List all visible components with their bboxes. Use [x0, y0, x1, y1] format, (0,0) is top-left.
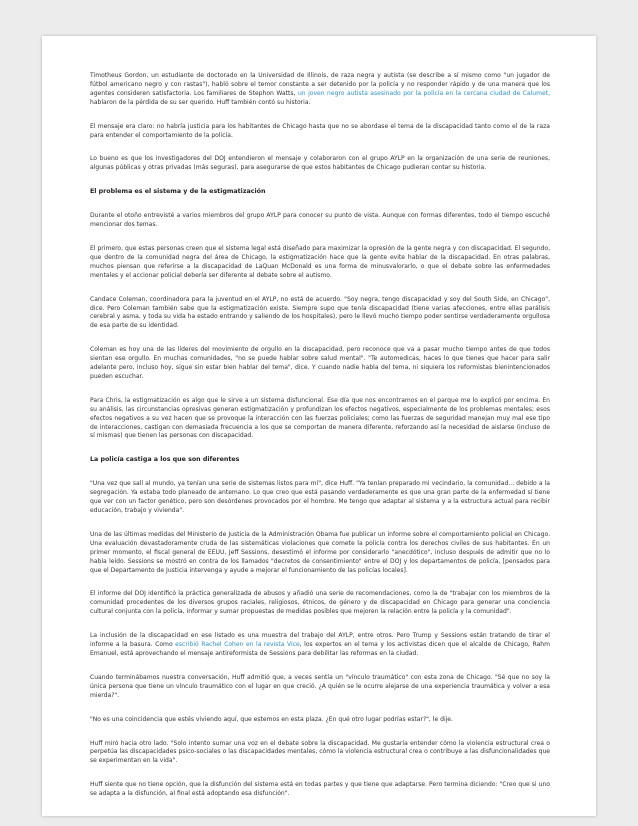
- inline-link[interactable]: escribió Rachel Cohen en la revista Vice: [175, 641, 300, 649]
- paragraph-text: Huff siente que no tiene opción, que la disfunción del sistema está en todas partes y que tiene que adaptarse. Pero termina diciendo: "Creo que si uno se adapta a la disfunción, al final está adoptando esa disfunción".: [90, 781, 550, 798]
- paragraph-text: El informe del DOJ identificó la práctica generalizada de abusos y añadió una serie de recomendaciones, como la de "trabajar con los miembros de la comunidad procedentes de los diversos grupos raciales, religiosos, étnicos, de género y de discapacidad en Chicago para generar una conciencia cultural conjunta con la policía, informar y sumar propuestas de medidas posibles que mejoren la relación entre la policía y la comunidad".: [90, 590, 550, 616]
- paragraph-text: Timotheus Gordon, un estudiante de doctorado en la Universidad de Illinois, de raza negra y autista (se describe a sí mismo como "un jugador de fútbol americano negro y con rastas"), habló sobre el temor constante a ser detenido por la policía y no responder rápido y de una manera que los agentes consideren satisfactoria. Los familiares de Stephon Watts,: [90, 72, 550, 97]
- paragraph-text: Lo bueno es que los investigadores del DOJ entendieron el mensaje y colaboraron con el grupo AYLP en la organización de una serie de reuniones, algunas públicas y otras privadas (más seguras), para asegurarse de que estos habitantes de Chicago pudieran contar su historia.: [90, 155, 550, 172]
- section-heading: La policía castiga a los que son diferentes: [90, 456, 240, 464]
- paragraph: [90, 72, 550, 108]
- paragraph: [90, 212, 550, 230]
- inline-link[interactable]: un joven negro autista asesinado por la policía en la cercana ciudad de Calumet,: [297, 89, 550, 97]
- paragraph-text: "No es una coincidencia que estés viviendo aquí, que estemos en esta plaza. ¿En qué otro lugar podrías estar?", le dije.: [90, 715, 453, 723]
- paragraph-text: Una de las últimas medidas del Ministerio de Justicia de la Administración Obama fue publicar un informe sobre el comportamiento policial en Chicago. Una evaluación devastadoramente cruda de las sistemáticas violaciones que comete la policía contra los derechos civiles de sus habitantes. En un primer momento, el fiscal general de EEUU, Jeff Sessions, desestimó el informe por considerarlo "anecdótico", incluso después de admitir que no lo había leído. Sessions se mostró en contra de los llamados "decretos de consentimiento" entre el DOJ y los departamentos de policía, [pensados para que el Departamento de Justicia intervenga y ayude a mejorar el funcionamiento de las policías locales].: [90, 530, 550, 574]
- paragraph-text: El primero, que estas personas creen que el sistema legal está diseñado para maximizar la opresión de la gente negra y con discapacidad. El segundo, que dentro de la comunidad negra del área de Chicago, la estigmatización hace que la gente evite hablar de la discapacidad. En otras palabras, muchos piensan que referirse a la discapacidad de LaQuan McDonald es una forma de minusvalorarlo, o que el debate sobre las enfermedades mentales y el accionar policial debería ser diferente al debate sobre el autismo.: [90, 244, 550, 279]
- paragraph-text: El mensaje era claro: no habría justicia para los habitantes de Chicago hasta que no se abordase el tema de la discapacidad tanto como el de la raza para entender el comportamiento de la policía.: [90, 122, 550, 139]
- paragraph: [90, 397, 550, 442]
- paragraph-text: Cuando terminábamos nuestra conversación, Huff admitió que, a veces sentía un "vínculo traumático" con esta zona de Chicago. "Sé que no soy la única persona que tiene un vínculo traumático con el lugar en que creció. ¿A quién se le ocurre alejarse de una experiencia traumática y volver a esa mierda?".: [90, 673, 550, 699]
- paragraph: [90, 590, 550, 617]
- paragraph-text: Durante el otoño entrevisté a varios miembros del grupo AYLP para conocer su punto de vista. Aunque con formas diferentes, todo el tiempo escuché mencionar dos temas.: [90, 212, 550, 229]
- paragraph-text: hablaron de la pérdida de su ser querido. Huff también contó su historia.: [90, 98, 311, 106]
- paragraph: [90, 674, 550, 701]
- paragraph-text: La inclusión de la discapacidad en ese listado es una muestra del trabajo del AYLP, entre otros. Pero Trump y Sessions están tratando de tirar el informe a la basura. Como: [90, 632, 550, 649]
- article-body: [90, 72, 550, 814]
- paragraph: [90, 296, 550, 332]
- section-heading: El problema es el sistema y de la estigmatización: [90, 188, 266, 196]
- document-page: [42, 36, 596, 816]
- paragraph: [90, 245, 550, 281]
- paragraph: [90, 155, 550, 173]
- paragraph-text: Candace Coleman, coordinadora para la juventud en el AYLP, no está de acuerdo. "Soy negra, tengo discapacidad y soy del South Side, en Chicago", dice. Pero Coleman también sabe que la estigmatización existe. Siempre supo que tenía discapacidad (tiene varias afecciones, entre ellas parálisis cerebral y asma, y toda su vida ha estado entrando y saliendo de los hospitales), pero le llevó mucho tiempo poder sentirse verdaderamente orgullosa de esa parte de su identidad.: [90, 295, 550, 330]
- paragraph-text: Huff miró hacia otro lado. "Solo intento sumar una voz en el debate sobre la discapacidad. Me gustaría entender cómo la violencia estructural crea o perpetúa las discapacidades psico-sociales o las discapacidades mentales, cómo la violencia estructural crea o contribuye a las disfuncionalidades que se experimentan en la vida".: [90, 739, 550, 765]
- paragraph-text: "Una vez que salí al mundo, ya tenían una serie de sistemas listos para mí", dice Huff. "Ya tenían preparado mi vecindario, la comunidad... debido a la segregación. Ya estaba todo planeado de antemano. Lo que creo que está pasando verdaderamente es que una gran parte de la enfermedad sí tiene que ver con un factor genético, pero son desórdenes provocados por el hombre. Me tengo que adaptar al sistema y a la estructura actual para recibir educación, trabajo y vivienda".: [90, 480, 550, 514]
- paragraph-text: , los expertos en el tema y los activistas dicen que el alcalde de Chicago, Rahm Emanuel, está aprovechando el mensaje antireformista de Sessions para debilitar las reformas en la ciudad.: [90, 641, 550, 657]
- paragraph: [90, 740, 550, 767]
- paragraph: [90, 716, 550, 725]
- paragraph: [90, 781, 550, 799]
- paragraph: [90, 632, 550, 659]
- paragraph-text: Coleman es hoy una de las líderes del movimiento de orgullo en la discapacidad, pero reconoce que va a pasar mucho tiempo antes de que todos sientan ese orgullo. En muchas comunidades, "no se puede hablar sobre salud mental". "Te automedicas, haces lo que tienes que hacer para salir adelante pero, incluso hoy, sigue sin estar bien hablar del tema", dice. Y cuando nadie habla del tema, ni siquiera los reformistas bienintencionados pueden escuchar.: [90, 346, 550, 380]
- paragraph-text: Para Chris, la estigmatización es algo que le sirve a un sistema disfuncional. Ese día que nos encontramos en el parque me lo explicó por encima. En su análisis, las circunstancias opresivas generan estigmatización y profundizan los efectos negativos, especialmente de los problemas mentales; esos efectos negativos a su vez hacen que se provoque la interacción con las fuerzas policiales; como las fuerzas de seguridad manejan muy mal ese tipo de interacciones, castigan con demasiada frecuencia a los que se comportan de manera diferente, reforzando así la necesidad de aislarse (incluso de sí mismas) que tienen las personas con discapacidad.: [90, 396, 550, 440]
- paragraph: [90, 346, 550, 382]
- paragraph: [90, 480, 550, 516]
- paragraph: [90, 531, 550, 576]
- paragraph: [90, 123, 550, 141]
